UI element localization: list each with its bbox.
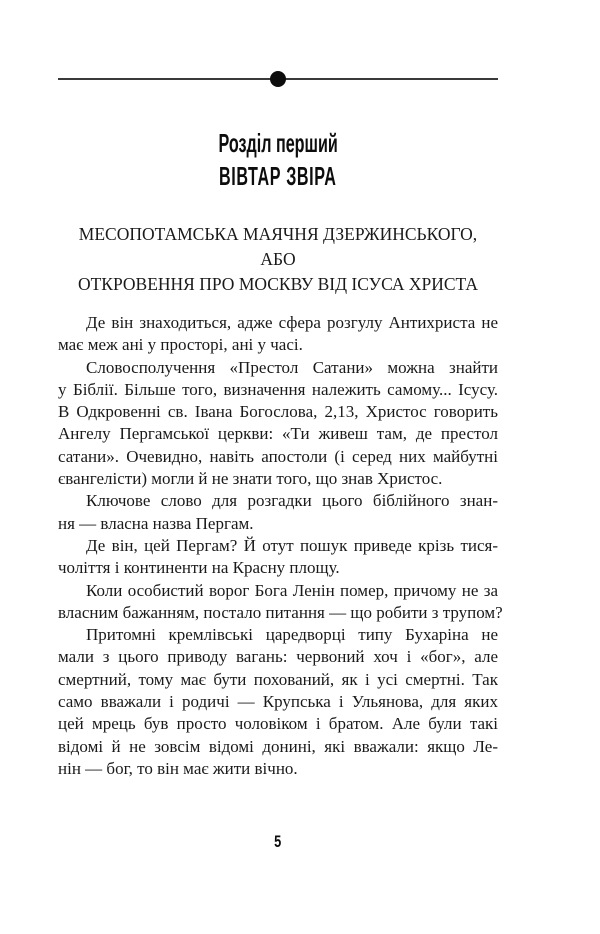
chapter-label-text: Розділ перший [218, 128, 338, 158]
paragraph-line: Ангелу Пергамської церкви: «Ти живеш там, де престол [58, 424, 498, 444]
paragraph-line: сатани». Очевидно, навіть апостоли (і серед них майбутні [58, 446, 498, 466]
subtitle-line: АБО [260, 249, 296, 269]
paragraph-line: має меж ані у просторі, ані у часі. [58, 335, 303, 355]
header-rule-dot [270, 71, 286, 87]
paragraph-line: Притомні кремлівські царедворці типу Бухаріна не [86, 625, 498, 645]
chapter-label [0, 128, 556, 158]
paragraph-line: Ключове слово для розгадки цього біблійного знан- [86, 491, 498, 511]
paragraph-line: мали з цього приводу вагань: червоний хоч і «бог», але [58, 647, 498, 667]
paragraph-line: власним бажанням, постало питання — що робити з трупом? [58, 602, 503, 622]
paragraph-line: цей мрець був просто чоловіком і братом. Але були такі [58, 714, 498, 734]
paragraph-line: відомі й не зовсім відомі донині, які вважали: якщо Ле- [58, 736, 498, 756]
chapter-title [0, 161, 556, 191]
paragraph-line: ня — власна назва Пергам. [58, 513, 254, 533]
paragraph-line: Словосполучення «Престол Сатани» можна знайти [86, 357, 498, 377]
paragraph-line: само вважали і родичі — Крупська і Ульянова, для яких [58, 692, 498, 712]
paragraph-line: Коли особистий ворог Бога Ленін помер, причому не за [86, 580, 498, 600]
paragraph-line: нін — бог, то він має жити вічно. [58, 758, 298, 778]
paragraph-line: В Одкровенні св. Івана Богослова, 2,13, Христос говорить [58, 402, 498, 422]
paragraph-line: євангелісти) могли й не знати того, що знав Христос. [58, 469, 443, 489]
paragraph-line: у Біблії. Більше того, визначення належить самому... Ісусу. [58, 379, 498, 399]
section-subtitle [58, 222, 498, 297]
paragraph-line: смертний, тому має бути похований, як і усі смертні. Так [58, 669, 498, 689]
subtitle-line: МЕСОПОТАМСЬКА МАЯЧНЯ ДЗЕРЖИНСЬКОГО, [78, 224, 478, 244]
subtitle-line: ОТКРОВЕННЯ ПРО МОСКВУ ВІД ІСУСА ХРИСТА [77, 274, 479, 294]
page-number [0, 832, 556, 852]
paragraph-line: Де він, цей Пергам? Й отут пошук приведе крізь тися- [86, 535, 498, 555]
paragraph-line: чоліття і континенти на Красну площу. [58, 558, 340, 578]
page-number-text: 5 [274, 832, 282, 851]
paragraph-line: Де він знаходиться, адже сфера розгулу Антихриста не [86, 313, 498, 332]
chapter-title-text: ВІВТАР ЗВІРА [219, 161, 337, 191]
body-text [58, 312, 503, 780]
